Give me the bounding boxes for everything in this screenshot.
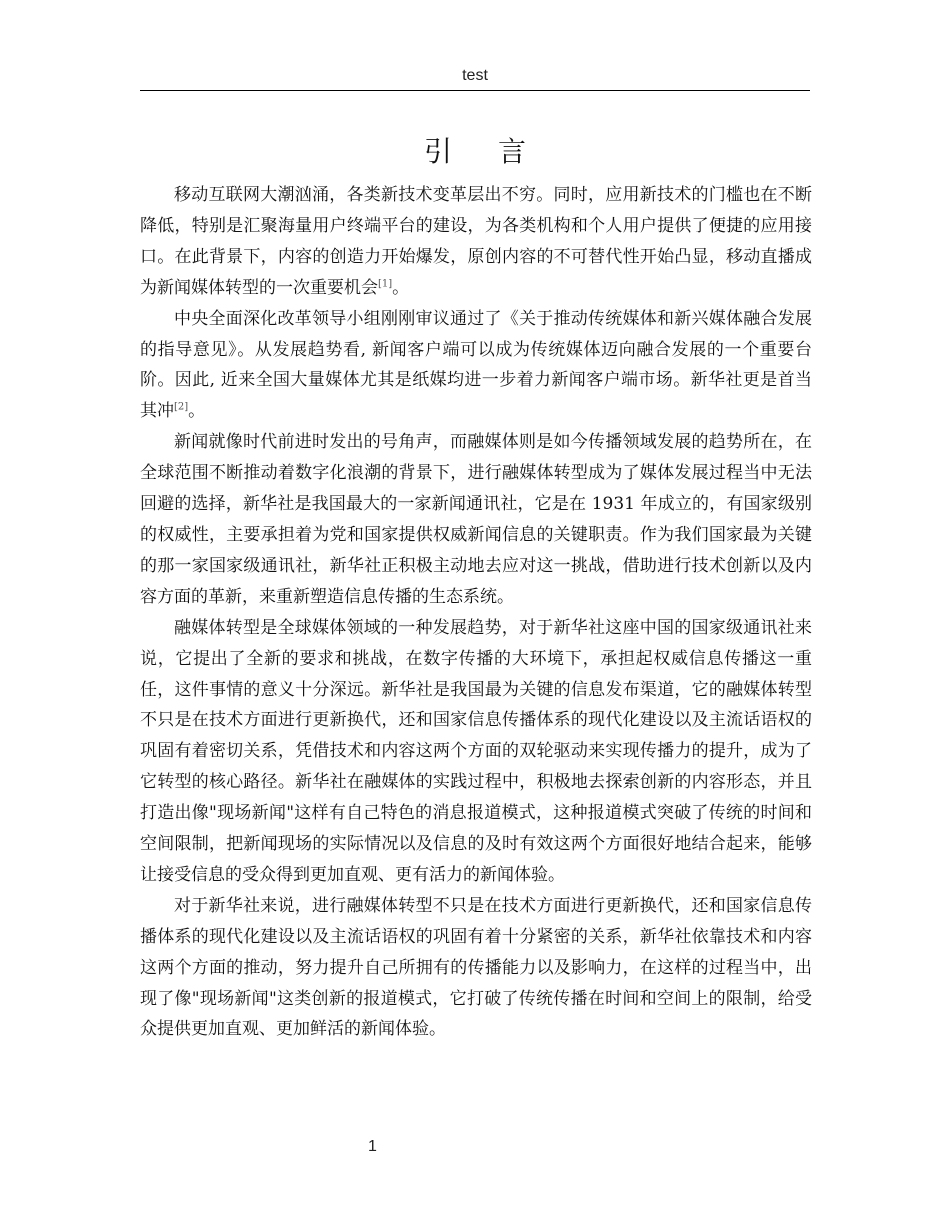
- paragraph-1: 移动互联网大潮汹涌，各类新技术变革层出不穷。同时，应用新技术的门槛也在不断降低，特别是汇聚海量用户终端平台的建设，为各类机构和个人用户提供了便捷的应用接口。在此背景下，内容的创造力开始爆发，原创内容的不可替代性开始凸显，移动直播成为新闻媒体转型的一次重要机会[1]。: [140, 185, 812, 298]
- paragraph-2: 中央全面深化改革领导小组刚刚审议通过了《关于推动传统媒体和新兴媒体融合发展的指导意见》。从发展趋势看, 新闻客户端可以成为传统媒体迈向融合发展的一个重要台阶。因此, 近来全国大量媒体尤其是纸媒均进一步着力新闻客户端市场。新华社更是首当其冲[2]。: [140, 308, 812, 422]
- page-number: 1: [368, 1138, 377, 1155]
- header-rule: [140, 90, 810, 91]
- body-text: [140, 180, 812, 1045]
- section-title: 引言: [423, 135, 572, 168]
- citation-2: [2]: [174, 401, 189, 413]
- paragraph-4: 融媒体转型是全球媒体领域的一种发展趋势，对于新华社这座中国的国家级通讯社来说，它提出了全新的要求和挑战，在数字传播的大环境下，承担起权威信息传播这一重任，这件事情的意义十分深远。新华社是我国最为关键的信息发布渠道，它的融媒体转型不只是在技术方面进行更新换代，还和国家信息传播体系的现代化建设以及主流话语权的巩固有着密切关系，凭借技术和内容这两个方面的双轮驱动来实现传播力的提升，成为了它转型的核心路径。新华社在融媒体的实践过程中，积极地去探索创新的内容形态，并且打造出像"现场新闻"这样有自己特色的消息报道模式，这种报道模式突破了传统的时间和空间限制，把新闻现场的实际情况以及信息的及时有效这两个方面很好地结合起来，能够让接受信息的受众得到更加直观、更有活力的新闻体验。: [140, 617, 812, 885]
- header-title: test: [462, 67, 488, 84]
- citation-1: [1]: [378, 278, 393, 290]
- paragraph-3: 新闻就像时代前进时发出的号角声，而融媒体则是如今传播领域发展的趋势所在，在全球范围不断推动着数字化浪潮的背景下，进行融媒体转型成为了媒体发展过程当中无法回避的选择，新华社是我国最大的一家新闻通讯社，它是在 1931 年成立的，有国家级别的权威性，主要承担着为党和国家提供权威新闻信息的关键职责。作为我们国家最为关键的那一家国家级通讯社，新华社正积极主动地去应对这一挑战，借助进行技术创新以及内容方面的革新，来重新塑造信息传播的生态系统。: [140, 432, 812, 607]
- paragraph-5: 对于新华社来说，进行融媒体转型不只是在技术方面进行更新换代，还和国家信息传播体系的现代化建设以及主流话语权的巩固有着十分紧密的关系，新华社依靠技术和内容这两个方面的推动，努力提升自己所拥有的传播能力以及影响力，在这样的过程当中，出现了像"现场新闻"这类创新的报道模式，它打破了传统传播在时间和空间上的限制，给受众提供更加直观、更加鲜活的新闻体验。: [140, 895, 812, 1040]
